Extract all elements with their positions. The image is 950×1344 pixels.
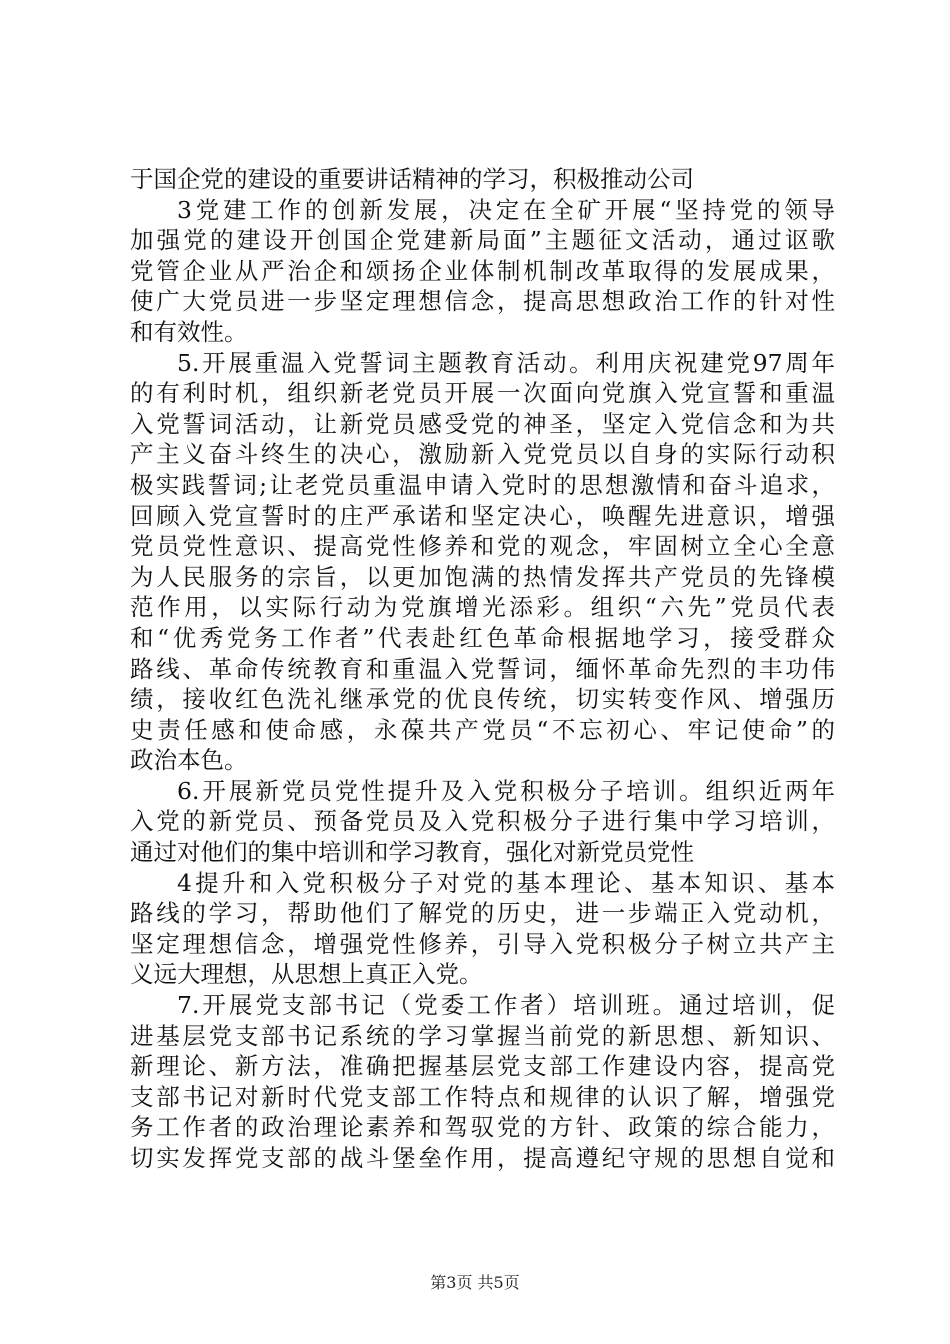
- text-line: 政治本色。: [130, 746, 248, 775]
- text-line: 入党誓词活动，让新党员感受党的神圣，坚定入党信念和为共: [130, 409, 835, 438]
- text-line: 使广大党员进一步坚定理想信念，提高思想政治工作的针对性: [130, 287, 835, 316]
- text-line: 3党建工作的创新发展，决定在全矿开展“坚持党的领导: [177, 195, 835, 224]
- text-line: 的有利时机，组织新老党员开展一次面向党旗入党宣誓和重温: [130, 379, 835, 408]
- text-line: 范作用，以实际行动为党旗增光添彩。组织“六先”党员代表: [130, 593, 835, 622]
- text-line: 5.开展重温入党誓词主题教育活动。利用庆祝建党97周年: [177, 348, 835, 377]
- text-line: 路线的学习，帮助他们了解党的历史，进一步端正入党动机，: [130, 899, 835, 928]
- text-line: 坚定理想信念，增强党性修养，引导入党积极分子树立共产主: [130, 929, 835, 958]
- text-line: 进基层党支部书记系统的学习掌握当前党的新思想、新知识、: [130, 1021, 835, 1050]
- text-line: 6.开展新党员党性提升及入党积极分子培训。组织近两年: [177, 776, 835, 805]
- text-line: 务工作者的政治理论素养和驾驭党的方针、政策的综合能力，: [130, 1113, 835, 1142]
- document-body: [130, 164, 835, 1174]
- text-line: 于国企党的建设的重要讲话精神的学习，积极推动公司: [130, 165, 694, 193]
- text-line: 史责任感和使命感，永葆共产党员“不忘初心、牢记使命”的: [130, 715, 835, 744]
- text-line: 加强党的建设开创国企党建新局面”主题征文活动，通过讴歌: [130, 226, 835, 255]
- text-line: 义远大理想，从思想上真正入党。: [130, 960, 483, 989]
- text-line: 支部书记对新时代党支部工作特点和规律的认识了解，增强党: [130, 1082, 835, 1111]
- text-line: 入党的新党员、预备党员及入党积极分子进行集中学习培训，: [130, 807, 835, 836]
- text-line: 7.开展党支部书记（党委工作者）培训班。通过培训，促: [177, 991, 835, 1020]
- text-line: 4提升和入党积极分子对党的基本理论、基本知识、基本: [177, 868, 835, 897]
- text-line: 和有效性。: [130, 317, 248, 346]
- text-line: 新理论、新方法，准确把握基层党支部工作建设内容，提高党: [130, 1052, 835, 1081]
- text-line: 回顾入党宣誓时的庄严承诺和坚定决心，唤醒先进意识，增强: [130, 501, 835, 530]
- text-line: 产主义奋斗终生的决心，激励新入党党员以自身的实际行动积: [130, 440, 835, 469]
- text-line: 绩，接收红色洗礼继承党的优良传统，切实转变作风、增强历: [130, 685, 835, 714]
- text-line: 路线、革命传统教育和重温入党誓词，缅怀革命先烈的丰功伟: [130, 654, 835, 683]
- text-line: 极实践誓词;让老党员重温申请入党时的思想激情和奋斗追求，: [130, 470, 835, 499]
- page-number: 第3页 共5页: [430, 1273, 520, 1292]
- text-line: 和“优秀党务工作者”代表赴红色革命根据地学习，接受群众: [130, 623, 835, 652]
- text-line: 切实发挥党支部的战斗堡垒作用，提高遵纪守规的思想自觉和: [130, 1144, 835, 1172]
- text-line: 通过对他们的集中培训和学习教育，强化对新党员党性: [130, 838, 694, 867]
- text-line: 党管企业从严治企和颂扬企业体制机制改革取得的发展成果，: [130, 256, 835, 285]
- text-line: 为人民服务的宗旨，以更加饱满的热情发挥共产党员的先锋模: [130, 562, 835, 591]
- text-line: 党员党性意识、提高党性修养和党的观念，牢固树立全心全意: [130, 532, 835, 561]
